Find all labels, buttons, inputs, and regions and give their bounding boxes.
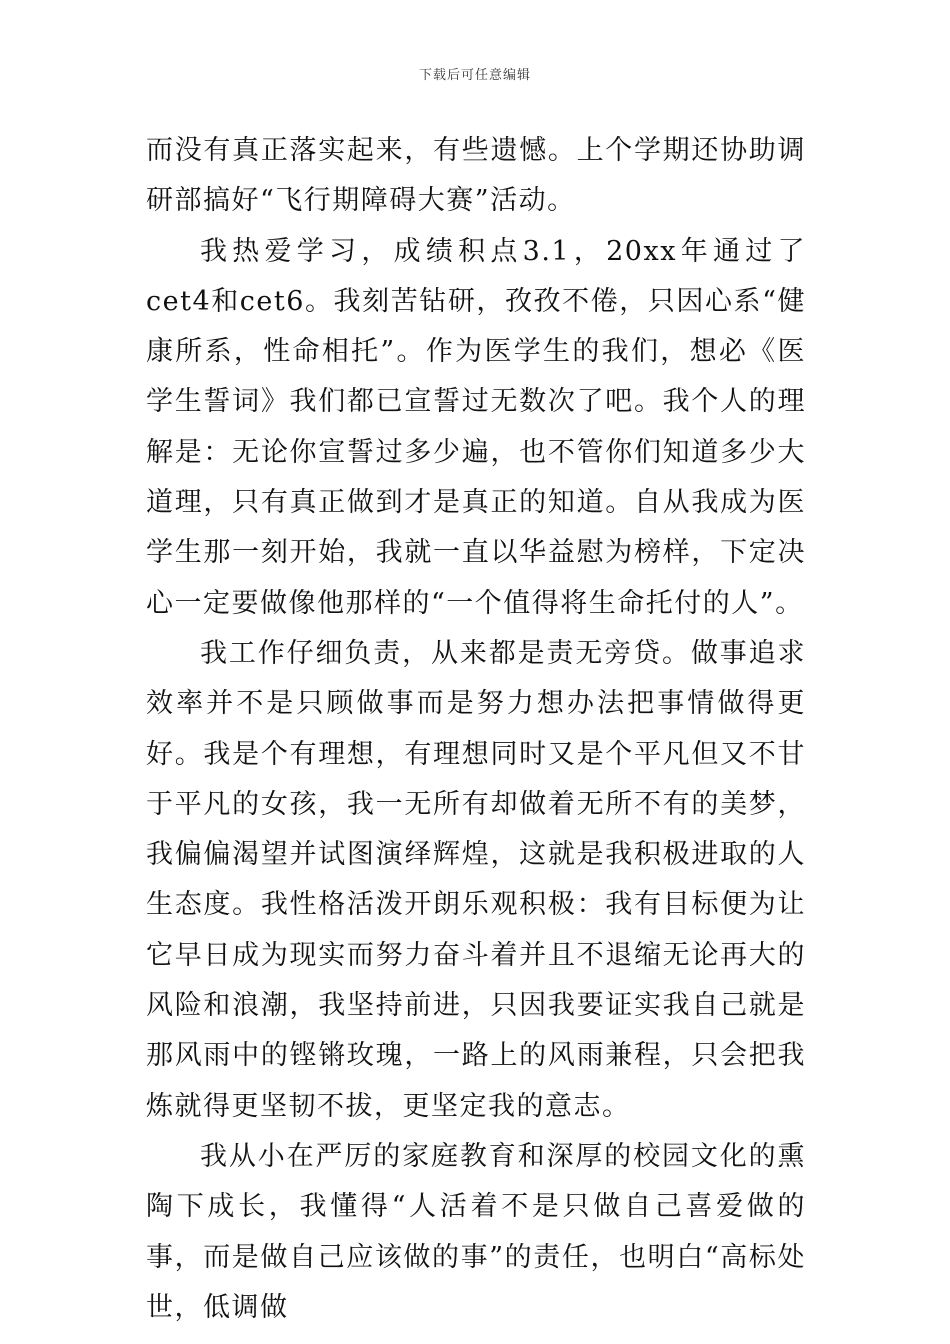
document-body [146,126,806,1333]
paragraph-1: 而没有真正落实起来，有些遗憾。上个学期还协助调研部搞好“飞行期障碍大赛”活动。 [146,135,806,217]
paragraph-4: 我从小在严厉的家庭教育和深厚的校园文化的熏陶下成长，我懂得“人活着不是只做自己喜爱做的事，而是做自己应该做的事”的责任，也明白“高标处世，低调做 [146,1140,806,1323]
paragraph-3: 我工作仔细负责，从来都是责无旁贷。做事追求效率并不是只顾做事而是努力想办法把事情做得更好。我是个有理想，有理想同时又是个平凡但又不甘于平凡的女孩，我一无所有却做着无所不有的美梦，我偏偏渴望并试图演绎辉煌，这就是我积极进取的人生态度。我性格活泼开朗乐观积极：我有目标便为让它早日成为现实而努力奋斗着并且不退缩无论再大的风险和浪潮，我坚持前进，只因我要证实我自己就是那风雨中的铿锵玫瑰，一路上的风雨兼程，只会把我炼就得更坚韧不拔，更坚定我的意志。 [146,637,806,1122]
page-header-note: 下载后可任意编辑 [418,68,531,83]
paragraph-2: 我热爱学习，成绩积点3.1，20xx年通过了cet4和cet6。我刻苦钻研，孜孜不倦，只因心系“健康所系，性命相托”。作为医学生的我们，想必《医学生誓词》我们都已宣誓过无数次了吧。我个人的理解是：无论你宣誓过多少遍，也不管你们知道多少大道理，只有真正做到才是真正的知道。自从我成为医学生那一刻开始，我就一直以华益慰为榜样，下定决心一定要做像他那样的“一个值得将生命托付的人”。 [146,235,806,619]
